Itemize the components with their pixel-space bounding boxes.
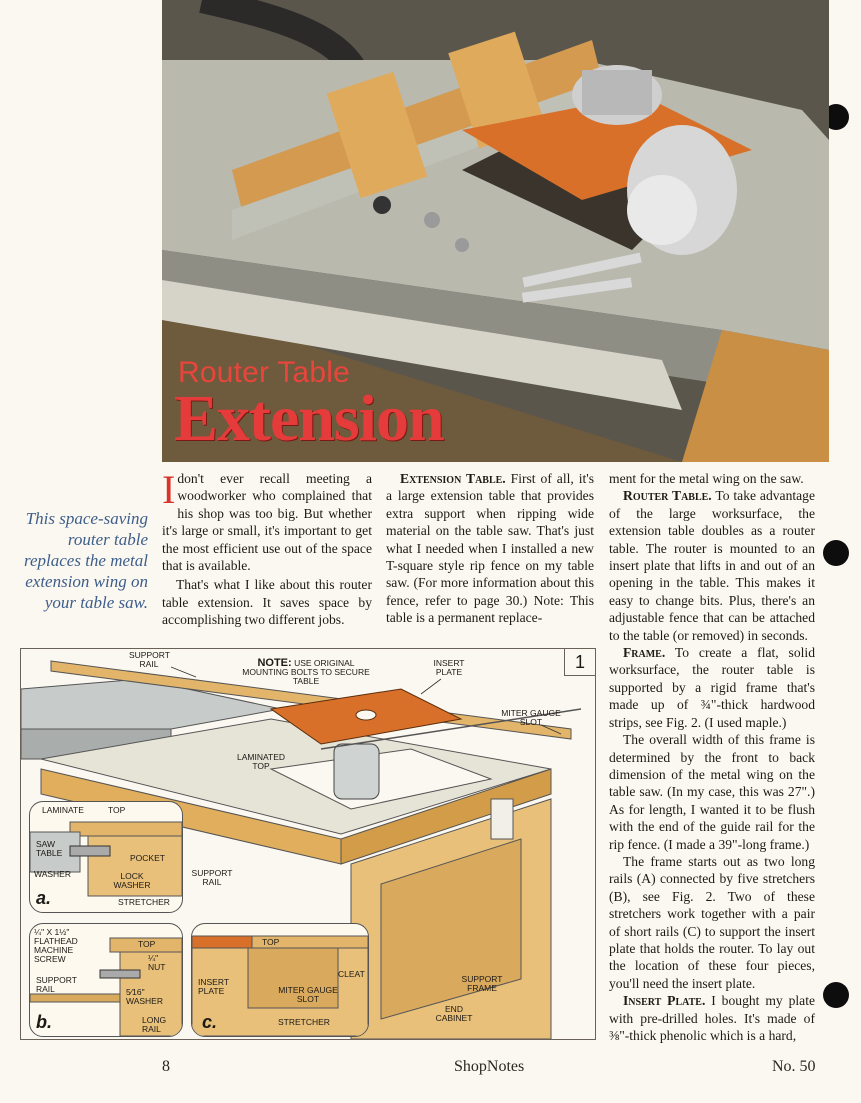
section-heading: Insert Plate. (623, 993, 706, 1009)
inset-a-saw-table: SAW TABLE (36, 839, 63, 858)
note-head: NOTE: (257, 657, 292, 669)
paragraph-text: First of all, it's a large extension table that provides extra support when ripping wide material on the table saw. That's just what I needed when I installed a new T-square style rip fence on my table saw. (For more information about this fence, refer to page 30.) Note: This table is a permanent replace- (386, 471, 595, 626)
article-column-3 (609, 470, 815, 1044)
inset-c-insert-plate: INSERT PLATE (198, 977, 229, 996)
exploded-diagram (20, 648, 596, 1040)
page-number: 8 (162, 1058, 170, 1075)
figure-number: 1 (564, 649, 595, 676)
inset-a-washer: WASHER (34, 869, 71, 879)
paragraph (609, 992, 815, 1044)
side-caption: This space-saving router table replaces the metal extension wing on your table saw. (24, 509, 148, 612)
paragraph-text: I bought my plate with pre-drilled holes. It's made of ⅜"-thick phenolic which is a hard, (609, 993, 815, 1043)
paragraph (386, 470, 594, 627)
title-extension: Extension (174, 382, 444, 455)
magazine-name: ShopNotes (454, 1058, 525, 1075)
label-laminated-top: LAMINATED TOP (236, 752, 286, 771)
paragraph-text: To take advantage of the large worksurface, the extension table doubles as a router table. The router is mounted to an insert plate that lifts in and out of an opening in the table. This makes it easy to change bits. Plus, there's an adjustable fence that can be attached to the table (or removed) in seconds. (609, 488, 816, 643)
note (241, 659, 371, 686)
inset-c (191, 923, 369, 1037)
inset-c-top: TOP (262, 937, 280, 947)
inset-a-letter: a. (36, 888, 52, 908)
paragraph: ment for the metal wing on the saw. (609, 471, 804, 486)
label-support-rail: SUPPORT RAIL (129, 650, 170, 669)
inset-a-pocket: POCKET (130, 853, 165, 863)
inset-b-washer: 5⁄16" WASHER (126, 987, 163, 1006)
inset-b-support-rail: SUPPORT RAIL (36, 975, 77, 994)
inset-a-lock-washer: LOCK WASHER (113, 871, 151, 890)
inset-c-miter-gauge-slot: MITER GAUGE SLOT (278, 985, 338, 1004)
intro-paragraph (162, 467, 372, 574)
section-heading: Router Table. (623, 488, 712, 504)
inset-c-letter: c. (202, 1012, 218, 1032)
inset-a (29, 801, 183, 913)
section-heading: Extension Table. (400, 471, 506, 486)
intro-text: don't ever recall meeting a woodworker who complained that his shop was too big. But whether it's large or small, it's important to get the most efficient use out of the space that is available. (162, 471, 372, 574)
inset-c-cleat: CLEAT (338, 969, 365, 979)
inset-a-stretcher: STRETCHER (118, 897, 170, 907)
paragraph (609, 644, 815, 731)
binder-hole-2 (823, 540, 849, 566)
inset-a-top: TOP (108, 805, 126, 815)
paragraph: The overall width of this frame is determined by the front to back dimension of the metal wing on the table saw. (In my case, this was 27".) As for length, I wanted it to be flush with the end of the guide rail for the rip fence. (I made a 39"-long frame.) (609, 732, 815, 852)
binder-hole-3 (823, 982, 849, 1008)
hero-photo (162, 0, 829, 462)
inset-a-laminate: LAMINATE (42, 805, 84, 815)
label-miter-gauge-slot: MITER GAUGE SLOT (501, 708, 561, 727)
title-router-table: Router Table (178, 356, 350, 389)
inset-b-long-rail: LONG RAIL (142, 1015, 167, 1034)
paragraph: The frame starts out as two long rails (A) connected by five stretchers (B), see Fig. 2. Two of these stretchers work together with a pair of short rails (C) to support the insert plate that holds the router. To lay out the location of these four pieces, you'll need the insert plate. (609, 853, 815, 991)
inset-b-letter: b. (36, 1012, 52, 1032)
inset-b-nut: ¼" NUT (148, 953, 166, 972)
label-support-rail-2: SUPPORT RAIL (191, 868, 233, 887)
paragraph (609, 487, 815, 644)
inset-b (29, 923, 183, 1037)
issue-number: No. 50 (772, 1058, 816, 1075)
paragraph: That's what I like about this router table extension. It saves space by accomplishing two different jobs. (162, 577, 372, 628)
section-heading: Frame. (623, 645, 666, 661)
label-end-cabinet: END CABINET (435, 1004, 473, 1023)
article-column-2 (386, 470, 594, 627)
inset-b-screw: ¼" X 1½" FLATHEAD MACHINE SCREW (34, 927, 78, 964)
inset-b-top: TOP (138, 939, 156, 949)
note-text: USE ORIGINAL MOUNTING BOLTS TO SECURE TABLE (242, 658, 370, 686)
article-column-1 (162, 467, 372, 629)
drop-cap: I (162, 467, 176, 512)
label-support-frame: SUPPORT FRAME (461, 974, 503, 993)
paragraph-text: To create a flat, solid worksurface, the router table is supported by a rigid frame that's made up of ¾"-thick hardwood strips, see Fig. 2. (I used maple.) (609, 645, 815, 730)
inset-c-stretcher: STRETCHER (278, 1017, 330, 1027)
label-insert-plate: INSERT PLATE (433, 658, 465, 677)
